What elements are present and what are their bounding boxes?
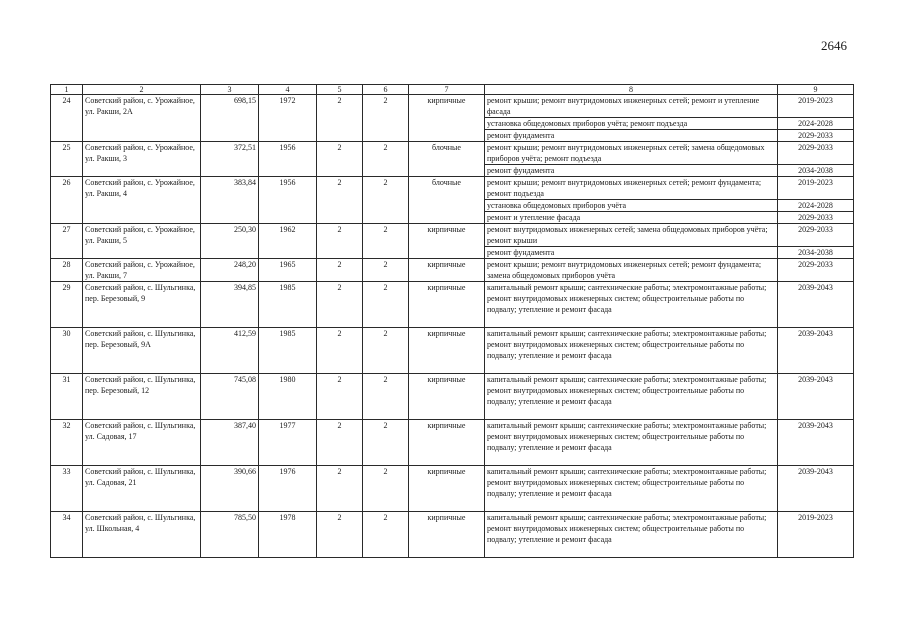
repair-works-cell: капитальный ремонт крыши; сантехнические работы; электромонтажные работы; ремонт внутридомовых инженерных систем; общестроительные работы по подвалу; утепление и ремонт фасада xyxy=(485,512,778,558)
building-number-cell: 31 xyxy=(51,374,83,420)
wall-material-cell: кирпичные xyxy=(409,420,485,466)
area-cell: 372,51 xyxy=(201,142,259,177)
address-cell: Советский район, с. Шульгинка, ул. Садовая, 21 xyxy=(83,466,201,512)
wall-material-cell: блочные xyxy=(409,177,485,224)
repair-period-cell: 2019-2023 xyxy=(778,95,854,118)
wall-material-cell: кирпичные xyxy=(409,259,485,282)
year-built-cell: 1977 xyxy=(259,420,317,466)
repair-works-cell: капитальный ремонт крыши; сантехнические работы; электромонтажные работы; ремонт внутридомовых инженерных систем; общестроительные работы по подвалу; утепление и ремонт фасада xyxy=(485,282,778,328)
year-built-cell: 1976 xyxy=(259,466,317,512)
repair-period-cell: 2029-2033 xyxy=(778,259,854,282)
entrances-cell: 2 xyxy=(363,466,409,512)
address-cell: Советский район, с. Урожайное, ул. Ракши, 7 xyxy=(83,259,201,282)
wall-material-cell: кирпичные xyxy=(409,95,485,142)
area-cell: 248,20 xyxy=(201,259,259,282)
entrances-cell: 2 xyxy=(363,512,409,558)
entrances-cell: 2 xyxy=(363,177,409,224)
repair-period-cell: 2029-2033 xyxy=(778,212,854,224)
entrances-cell: 2 xyxy=(363,374,409,420)
area-cell: 412,59 xyxy=(201,328,259,374)
building-number-cell: 26 xyxy=(51,177,83,224)
year-built-cell: 1972 xyxy=(259,95,317,142)
repair-period-cell: 2034-2038 xyxy=(778,165,854,177)
table-row xyxy=(51,282,854,328)
column-header: 4 xyxy=(259,85,317,95)
repair-works-cell: установка общедомовых приборов учёта xyxy=(485,200,778,212)
repair-works-cell: ремонт фундамента xyxy=(485,165,778,177)
wall-material-cell: блочные xyxy=(409,142,485,177)
repair-works-cell: капитальный ремонт крыши; сантехнические работы; электромонтажные работы; ремонт внутридомовых инженерных систем; общестроительные работы по подвалу; утепление и ремонт фасада xyxy=(485,328,778,374)
entrances-cell: 2 xyxy=(363,142,409,177)
floors-cell: 2 xyxy=(317,142,363,177)
wall-material-cell: кирпичные xyxy=(409,282,485,328)
floors-cell: 2 xyxy=(317,259,363,282)
building-number-cell: 25 xyxy=(51,142,83,177)
repair-works-cell: капитальный ремонт крыши; сантехнические работы; электромонтажные работы; ремонт внутридомовых инженерных систем; общестроительные работы по подвалу; утепление и ремонт фасада xyxy=(485,374,778,420)
repair-works-cell: ремонт крыши; ремонт внутридомовых инженерных сетей; ремонт фундамента; ремонт подъезда xyxy=(485,177,778,200)
column-header: 8 xyxy=(485,85,778,95)
repair-works-cell: ремонт крыши; ремонт внутридомовых инженерных сетей; ремонт фундамента; замена общедомовых приборов учёта xyxy=(485,259,778,282)
entrances-cell: 2 xyxy=(363,282,409,328)
entrances-cell: 2 xyxy=(363,224,409,259)
floors-cell: 2 xyxy=(317,466,363,512)
address-cell: Советский район, с. Шульгинка, пер. Березовый, 9А xyxy=(83,328,201,374)
area-cell: 390,66 xyxy=(201,466,259,512)
year-built-cell: 1956 xyxy=(259,177,317,224)
area-cell: 698,15 xyxy=(201,95,259,142)
floors-cell: 2 xyxy=(317,282,363,328)
address-cell: Советский район, с. Урожайное, ул. Ракши, 4 xyxy=(83,177,201,224)
repair-works-cell: ремонт крыши; ремонт внутридомовых инженерных сетей; замена общедомовых приборов учёта; ремонт подъезда xyxy=(485,142,778,165)
year-built-cell: 1962 xyxy=(259,224,317,259)
floors-cell: 2 xyxy=(317,328,363,374)
repair-period-cell: 2019-2023 xyxy=(778,177,854,200)
capital-repair-table xyxy=(50,84,854,558)
year-built-cell: 1956 xyxy=(259,142,317,177)
repair-works-cell: ремонт фундамента xyxy=(485,247,778,259)
repair-works-cell: ремонт и утепление фасада xyxy=(485,212,778,224)
building-number-cell: 28 xyxy=(51,259,83,282)
table-row xyxy=(51,142,854,165)
entrances-cell: 2 xyxy=(363,420,409,466)
column-header: 7 xyxy=(409,85,485,95)
wall-material-cell: кирпичные xyxy=(409,466,485,512)
column-header: 3 xyxy=(201,85,259,95)
repair-period-cell: 2024-2028 xyxy=(778,200,854,212)
repair-period-cell: 2034-2038 xyxy=(778,247,854,259)
repair-works-cell: установка общедомовых приборов учёта; ремонт подъезда xyxy=(485,118,778,130)
address-cell: Советский район, с. Шульгинка, пер. Березовый, 9 xyxy=(83,282,201,328)
floors-cell: 2 xyxy=(317,177,363,224)
repair-period-cell: 2029-2033 xyxy=(778,224,854,247)
area-cell: 745,08 xyxy=(201,374,259,420)
year-built-cell: 1985 xyxy=(259,328,317,374)
building-number-cell: 33 xyxy=(51,466,83,512)
repair-period-cell: 2039-2043 xyxy=(778,374,854,420)
repair-period-cell: 2039-2043 xyxy=(778,466,854,512)
repair-period-cell: 2039-2043 xyxy=(778,420,854,466)
repair-works-cell: капитальный ремонт крыши; сантехнические работы; электромонтажные работы; ремонт внутридомовых инженерных систем; общестроительные работы по подвалу; утепление и ремонт фасада xyxy=(485,420,778,466)
wall-material-cell: кирпичные xyxy=(409,374,485,420)
year-built-cell: 1980 xyxy=(259,374,317,420)
repair-period-cell: 2019-2023 xyxy=(778,512,854,558)
repair-works-cell: капитальный ремонт крыши; сантехнические работы; электромонтажные работы; ремонт внутридомовых инженерных систем; общестроительные работы по подвалу; утепление и ремонт фасада xyxy=(485,466,778,512)
repair-period-cell: 2024-2028 xyxy=(778,118,854,130)
address-cell: Советский район, с. Урожайное, ул. Ракши, 3 xyxy=(83,142,201,177)
repair-period-cell: 2029-2033 xyxy=(778,142,854,165)
floors-cell: 2 xyxy=(317,374,363,420)
table-row xyxy=(51,466,854,512)
table-row xyxy=(51,177,854,200)
table-row xyxy=(51,95,854,118)
entrances-cell: 2 xyxy=(363,328,409,374)
area-cell: 394,85 xyxy=(201,282,259,328)
address-cell: Советский район, с. Шульгинка, ул. Садовая, 17 xyxy=(83,420,201,466)
table-row xyxy=(51,374,854,420)
area-cell: 383,84 xyxy=(201,177,259,224)
year-built-cell: 1978 xyxy=(259,512,317,558)
table-row xyxy=(51,512,854,558)
address-cell: Советский район, с. Урожайное, ул. Ракши, 5 xyxy=(83,224,201,259)
column-header: 5 xyxy=(317,85,363,95)
building-number-cell: 29 xyxy=(51,282,83,328)
wall-material-cell: кирпичные xyxy=(409,224,485,259)
repair-works-cell: ремонт крыши; ремонт внутридомовых инженерных сетей; ремонт и утепление фасада xyxy=(485,95,778,118)
column-header: 6 xyxy=(363,85,409,95)
column-header: 1 xyxy=(51,85,83,95)
table-row xyxy=(51,328,854,374)
area-cell: 785,50 xyxy=(201,512,259,558)
repair-period-cell: 2039-2043 xyxy=(778,328,854,374)
entrances-cell: 2 xyxy=(363,259,409,282)
floors-cell: 2 xyxy=(317,224,363,259)
repair-works-cell: ремонт фундамента xyxy=(485,130,778,142)
repair-period-cell: 2029-2033 xyxy=(778,130,854,142)
address-cell: Советский район, с. Шульгинка, ул. Школьная, 4 xyxy=(83,512,201,558)
table-row xyxy=(51,224,854,247)
repair-works-cell: ремонт внутридомовых инженерных сетей; замена общедомовых приборов учёта; ремонт крыши xyxy=(485,224,778,247)
table-row xyxy=(51,259,854,282)
floors-cell: 2 xyxy=(317,95,363,142)
building-number-cell: 34 xyxy=(51,512,83,558)
page-number: 2646 xyxy=(821,38,847,53)
table-row xyxy=(51,420,854,466)
area-cell: 387,40 xyxy=(201,420,259,466)
area-cell: 250,30 xyxy=(201,224,259,259)
address-cell: Советский район, с. Урожайное, ул. Ракши, 2А xyxy=(83,95,201,142)
column-header: 2 xyxy=(83,85,201,95)
floors-cell: 2 xyxy=(317,420,363,466)
column-number-row xyxy=(51,85,854,95)
building-number-cell: 32 xyxy=(51,420,83,466)
building-number-cell: 24 xyxy=(51,95,83,142)
floors-cell: 2 xyxy=(317,512,363,558)
building-number-cell: 27 xyxy=(51,224,83,259)
wall-material-cell: кирпичные xyxy=(409,328,485,374)
wall-material-cell: кирпичные xyxy=(409,512,485,558)
year-built-cell: 1985 xyxy=(259,282,317,328)
column-header: 9 xyxy=(778,85,854,95)
address-cell: Советский район, с. Шульгинка, пер. Березовый, 12 xyxy=(83,374,201,420)
building-number-cell: 30 xyxy=(51,328,83,374)
year-built-cell: 1965 xyxy=(259,259,317,282)
repair-period-cell: 2039-2043 xyxy=(778,282,854,328)
entrances-cell: 2 xyxy=(363,95,409,142)
